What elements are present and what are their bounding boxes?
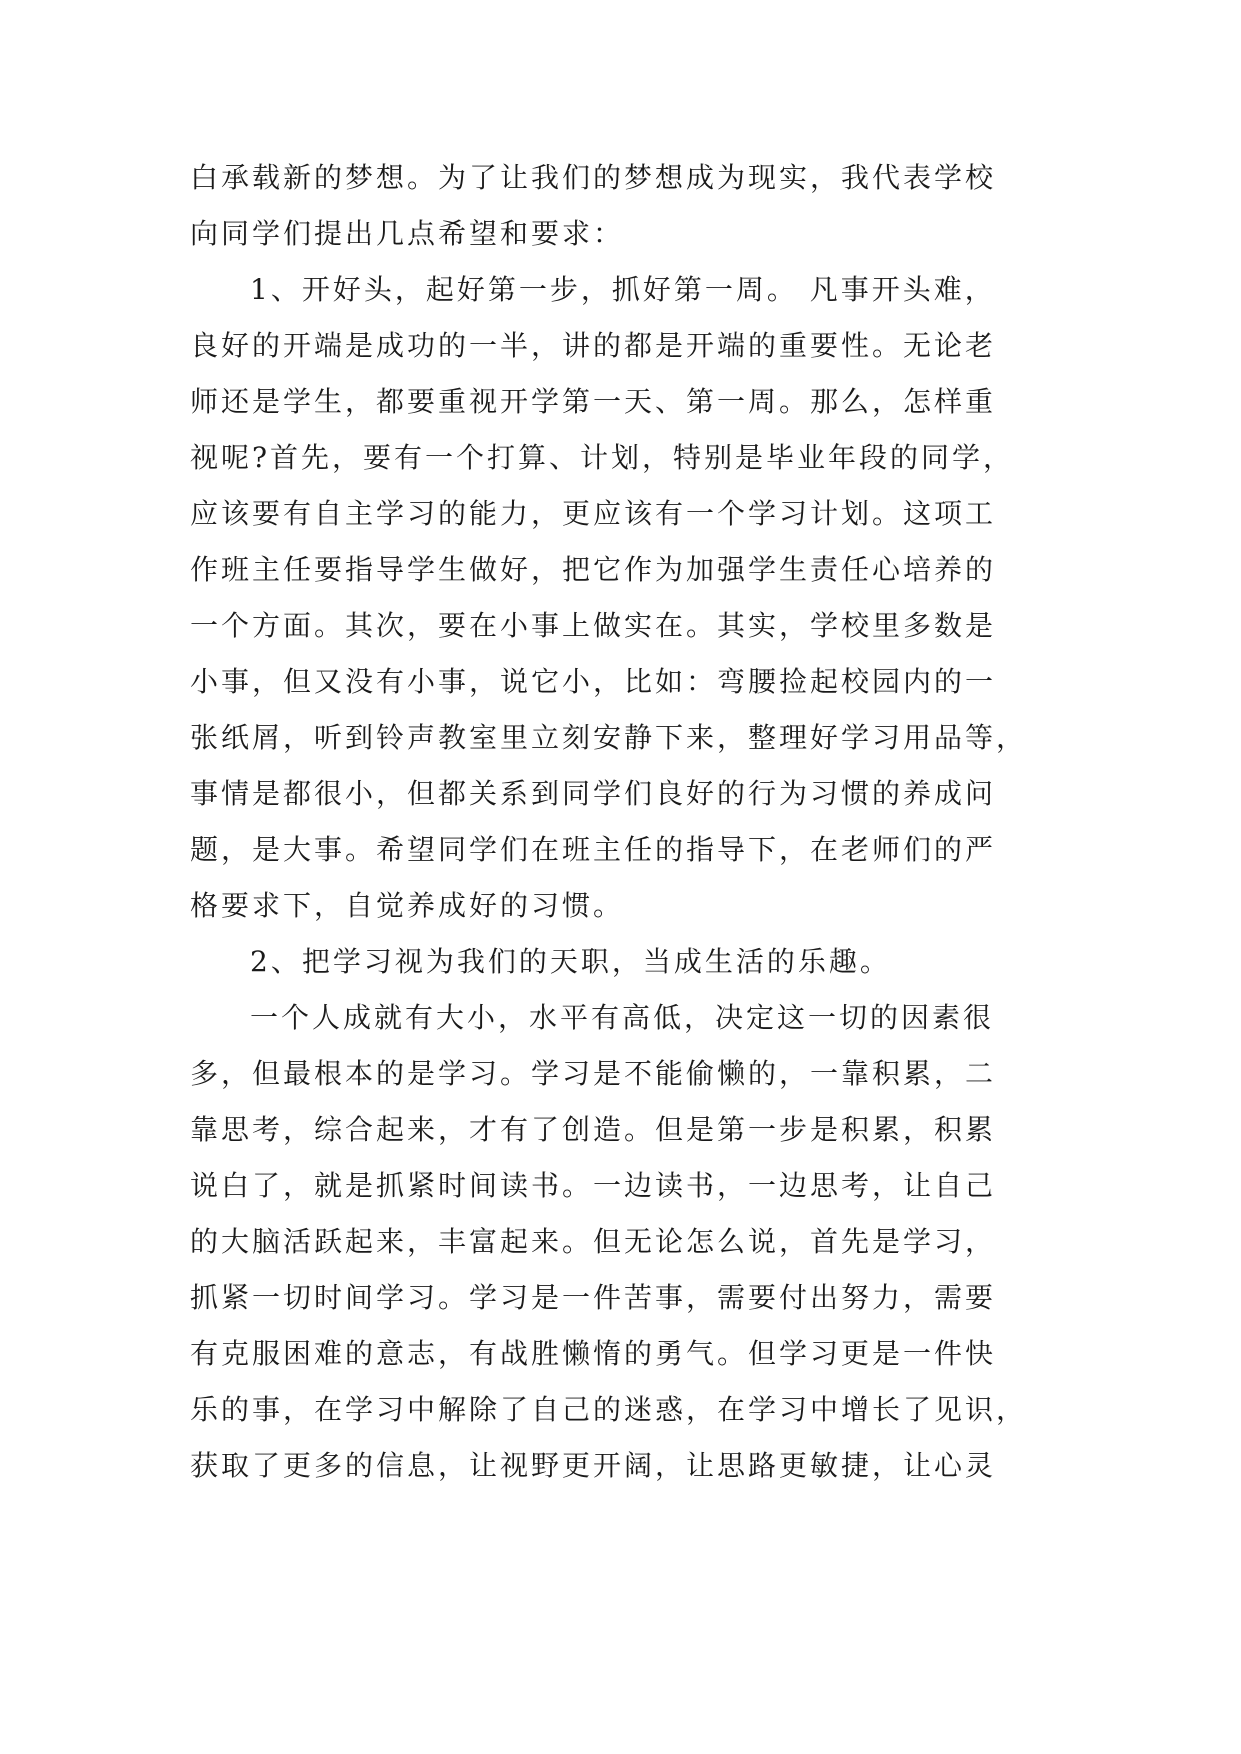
body-line: 作班主任要指导学生做好，把它作为加强学生责任心培养的 xyxy=(190,553,997,586)
body-line: 事情是都很小，但都关系到同学们良好的行为习惯的养成问 xyxy=(190,777,997,810)
body-line: 良好的开端是成功的一半，讲的都是开端的重要性。无论老 xyxy=(190,329,997,362)
body-line: 张纸屑，听到铃声教室里立刻安静下来，整理好学习用品等， xyxy=(190,721,1028,754)
body-line: 的大脑活跃起来，丰富起来。但无论怎么说，首先是学习， xyxy=(190,1225,997,1258)
body-line: 格要求下，自觉养成好的习惯。 xyxy=(190,889,625,922)
body-line: 抓紧一切时间学习。学习是一件苦事，需要付出努力，需要 xyxy=(190,1281,997,1314)
paragraph-start: 一个人成就有大小，水平有高低，决定这一切的因素很 xyxy=(250,1001,995,1034)
body-line: 一个方面。其次，要在小事上做实在。其实，学校里多数是 xyxy=(190,609,997,642)
body-line: 有克服困难的意志，有战胜懒惰的勇气。但学习更是一件快 xyxy=(190,1337,997,1370)
body-line: 题，是大事。希望同学们在班主任的指导下，在老师们的严 xyxy=(190,833,997,866)
body-line: 说白了，就是抓紧时间读书。一边读书，一边思考，让自己 xyxy=(190,1169,997,1202)
body-line: 获取了更多的信息，让视野更开阔，让思路更敏捷，让心灵 xyxy=(190,1449,997,1482)
body-line: 视呢?首先，要有一个打算、计划，特别是毕业年段的同学， xyxy=(190,441,1015,474)
body-line: 应该要有自主学习的能力，更应该有一个学习计划。这项工 xyxy=(190,497,997,530)
list-item-1-heading: 1、开好头，起好第一步，抓好第一周。 凡事开头难， xyxy=(250,273,996,306)
body-line: 乐的事，在学习中解除了自己的迷惑，在学习中增长了见识， xyxy=(190,1393,1028,1426)
body-line: 白承载新的梦想。为了让我们的梦想成为现实，我代表学校 xyxy=(190,161,997,194)
body-line: 向同学们提出几点希望和要求： xyxy=(190,217,625,250)
body-line: 小事，但又没有小事，说它小，比如：弯腰捡起校园内的一 xyxy=(190,665,997,698)
list-item-2-heading: 2、把学习视为我们的天职，当成生活的乐趣。 xyxy=(250,945,891,978)
body-line: 多，但最根本的是学习。学习是不能偷懒的，一靠积累，二 xyxy=(190,1057,997,1090)
body-line: 靠思考，综合起来，才有了创造。但是第一步是积累，积累 xyxy=(190,1113,997,1146)
body-line: 师还是学生，都要重视开学第一天、第一周。那么，怎样重 xyxy=(190,385,997,418)
